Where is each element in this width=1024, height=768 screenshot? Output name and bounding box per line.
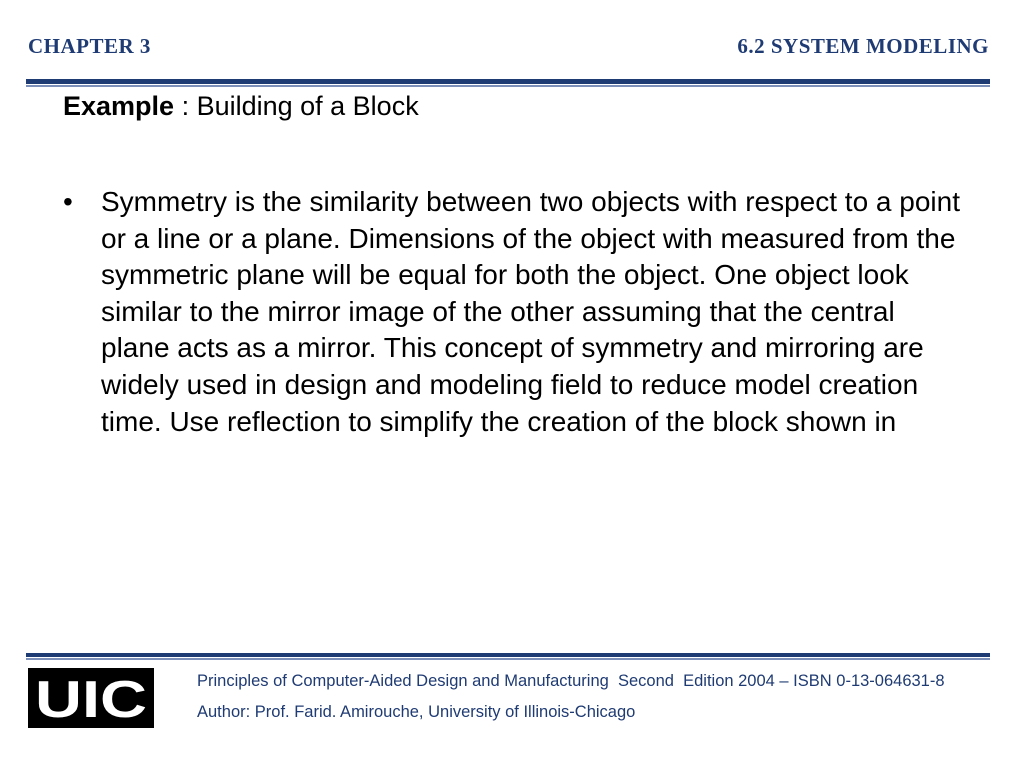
footer-book-info: Principles of Computer-Aided Design and Manufacturing Second Edition 2004 – ISBN 0-13-064631-8 [197,672,945,690]
chapter-label: CHAPTER 3 [28,34,151,58]
uic-logo [28,668,154,728]
bullet-text: Symmetry is the similarity between two objects with respect to a point or a line or a plane. Dimensions of the object with measured from the symmetric plane will be equal for both the object. One object look similar to the mirror image of the other assuming that the central plane acts as a mirror. This concept of symmetry and mirroring are widely used in design and modeling field to reduce model creation time. Use reflection to simplify the creation of the block shown in [101,186,961,437]
slide-title [63,91,419,122]
footer-author-info: Author: Prof. Farid. Amirouche, University of Illinois-Chicago [197,703,636,721]
header-divider-accent [26,85,990,87]
bullet-marker: • [63,186,73,217]
uic-logo-text: UIC [35,672,147,724]
slide-title-bold: Example [63,91,175,121]
slide-title-rest: : Building of a Block [174,91,419,121]
footer-divider-accent [26,658,990,660]
uic-logo-mark [32,672,150,724]
footer-divider [26,653,990,657]
header-divider [26,79,990,84]
section-label: 6.2 SYSTEM MODELING [737,34,989,58]
